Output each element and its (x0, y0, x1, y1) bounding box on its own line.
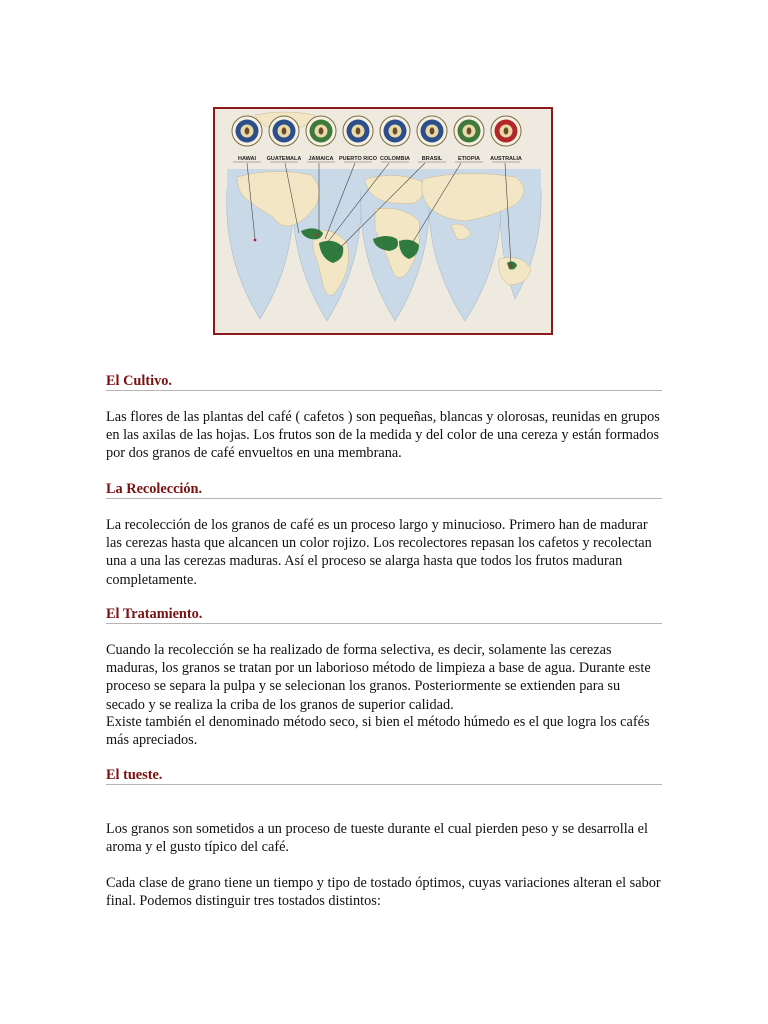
origin-label: AUSTRALIA (490, 156, 522, 162)
origin-label: PUERTO RICO (338, 156, 378, 162)
section-heading-cultivo: El Cultivo. (106, 372, 662, 391)
origin-seal-brasil (417, 116, 447, 162)
section-heading-tueste: El tueste. (106, 766, 662, 785)
origin-seals (215, 109, 551, 165)
section-text-recoleccion: La recolección de los granos de café es un proceso largo y minucioso. Primero han de madurar las cerezas hasta que alcancen un color rojizo. Los recolectores repasan los cafetos y recolectan una a una las cerezas maduras. Así el proceso se alarga hasta que todos los frutos maduran completamente. (106, 517, 652, 588)
section-text-tratamiento: Cuando la recolección se ha realizado de forma selectiva, es decir, solamente las cerezas maduras, los granos se tratan por un laborioso método de limpieza a base de agua. Durante este proceso se separa la pulpa y se selecionan los granos. Posteriormente se extienden para su secado y se realiza la criba de los granos de superior calidad. (106, 642, 651, 713)
origin-label: GUATEMALA (266, 156, 302, 162)
coffee-origins-map-figure (213, 107, 553, 335)
section-heading-tratamiento: El Tratamiento. (106, 605, 662, 624)
origin-seal-hawai (232, 116, 262, 162)
section-text-tratamiento-2: Existe también el denominado método seco, si bien el método húmedo es el que logra los cafés más apreciados. (106, 714, 650, 749)
origin-label: BRASIL (421, 156, 443, 162)
section-text-tueste-2: Cada clase de grano tiene un tiempo y tipo de tostado óptimos, cuyas variaciones alteran el sabor final. Podemos distinguir tres tostados distintos: (106, 875, 661, 910)
origin-seal-guatemala (267, 116, 302, 162)
origin-label: ETIOPIA (457, 156, 481, 162)
origin-seal-australia (490, 116, 522, 162)
section-text-tueste: Los granos son sometidos a un proceso de tueste durante el cual pierden peso y se desarrolla el aroma y el gusto típico del café. (106, 821, 648, 856)
origin-label: HAWAI (237, 156, 257, 162)
origin-seal-puerto-rico (339, 116, 378, 162)
origin-label: JAMAICA (308, 156, 334, 162)
origin-seals-row (215, 109, 551, 165)
origin-seal-colombia (380, 116, 410, 162)
origin-seal-jamaica (306, 116, 336, 162)
section-text-cultivo: Las flores de las plantas del café ( cafetos ) son pequeñas, blancas y olorosas, reunidas en grupos en las axilas de las hojas. Los frutos son de la medida y del color de una cereza y están formados por dos granos de café envueltos en una membrana. (106, 409, 660, 462)
origin-label: COLOMBIA (380, 156, 410, 162)
origin-seal-etiopia (454, 116, 484, 162)
section-heading-recoleccion: La Recolección. (106, 480, 662, 499)
